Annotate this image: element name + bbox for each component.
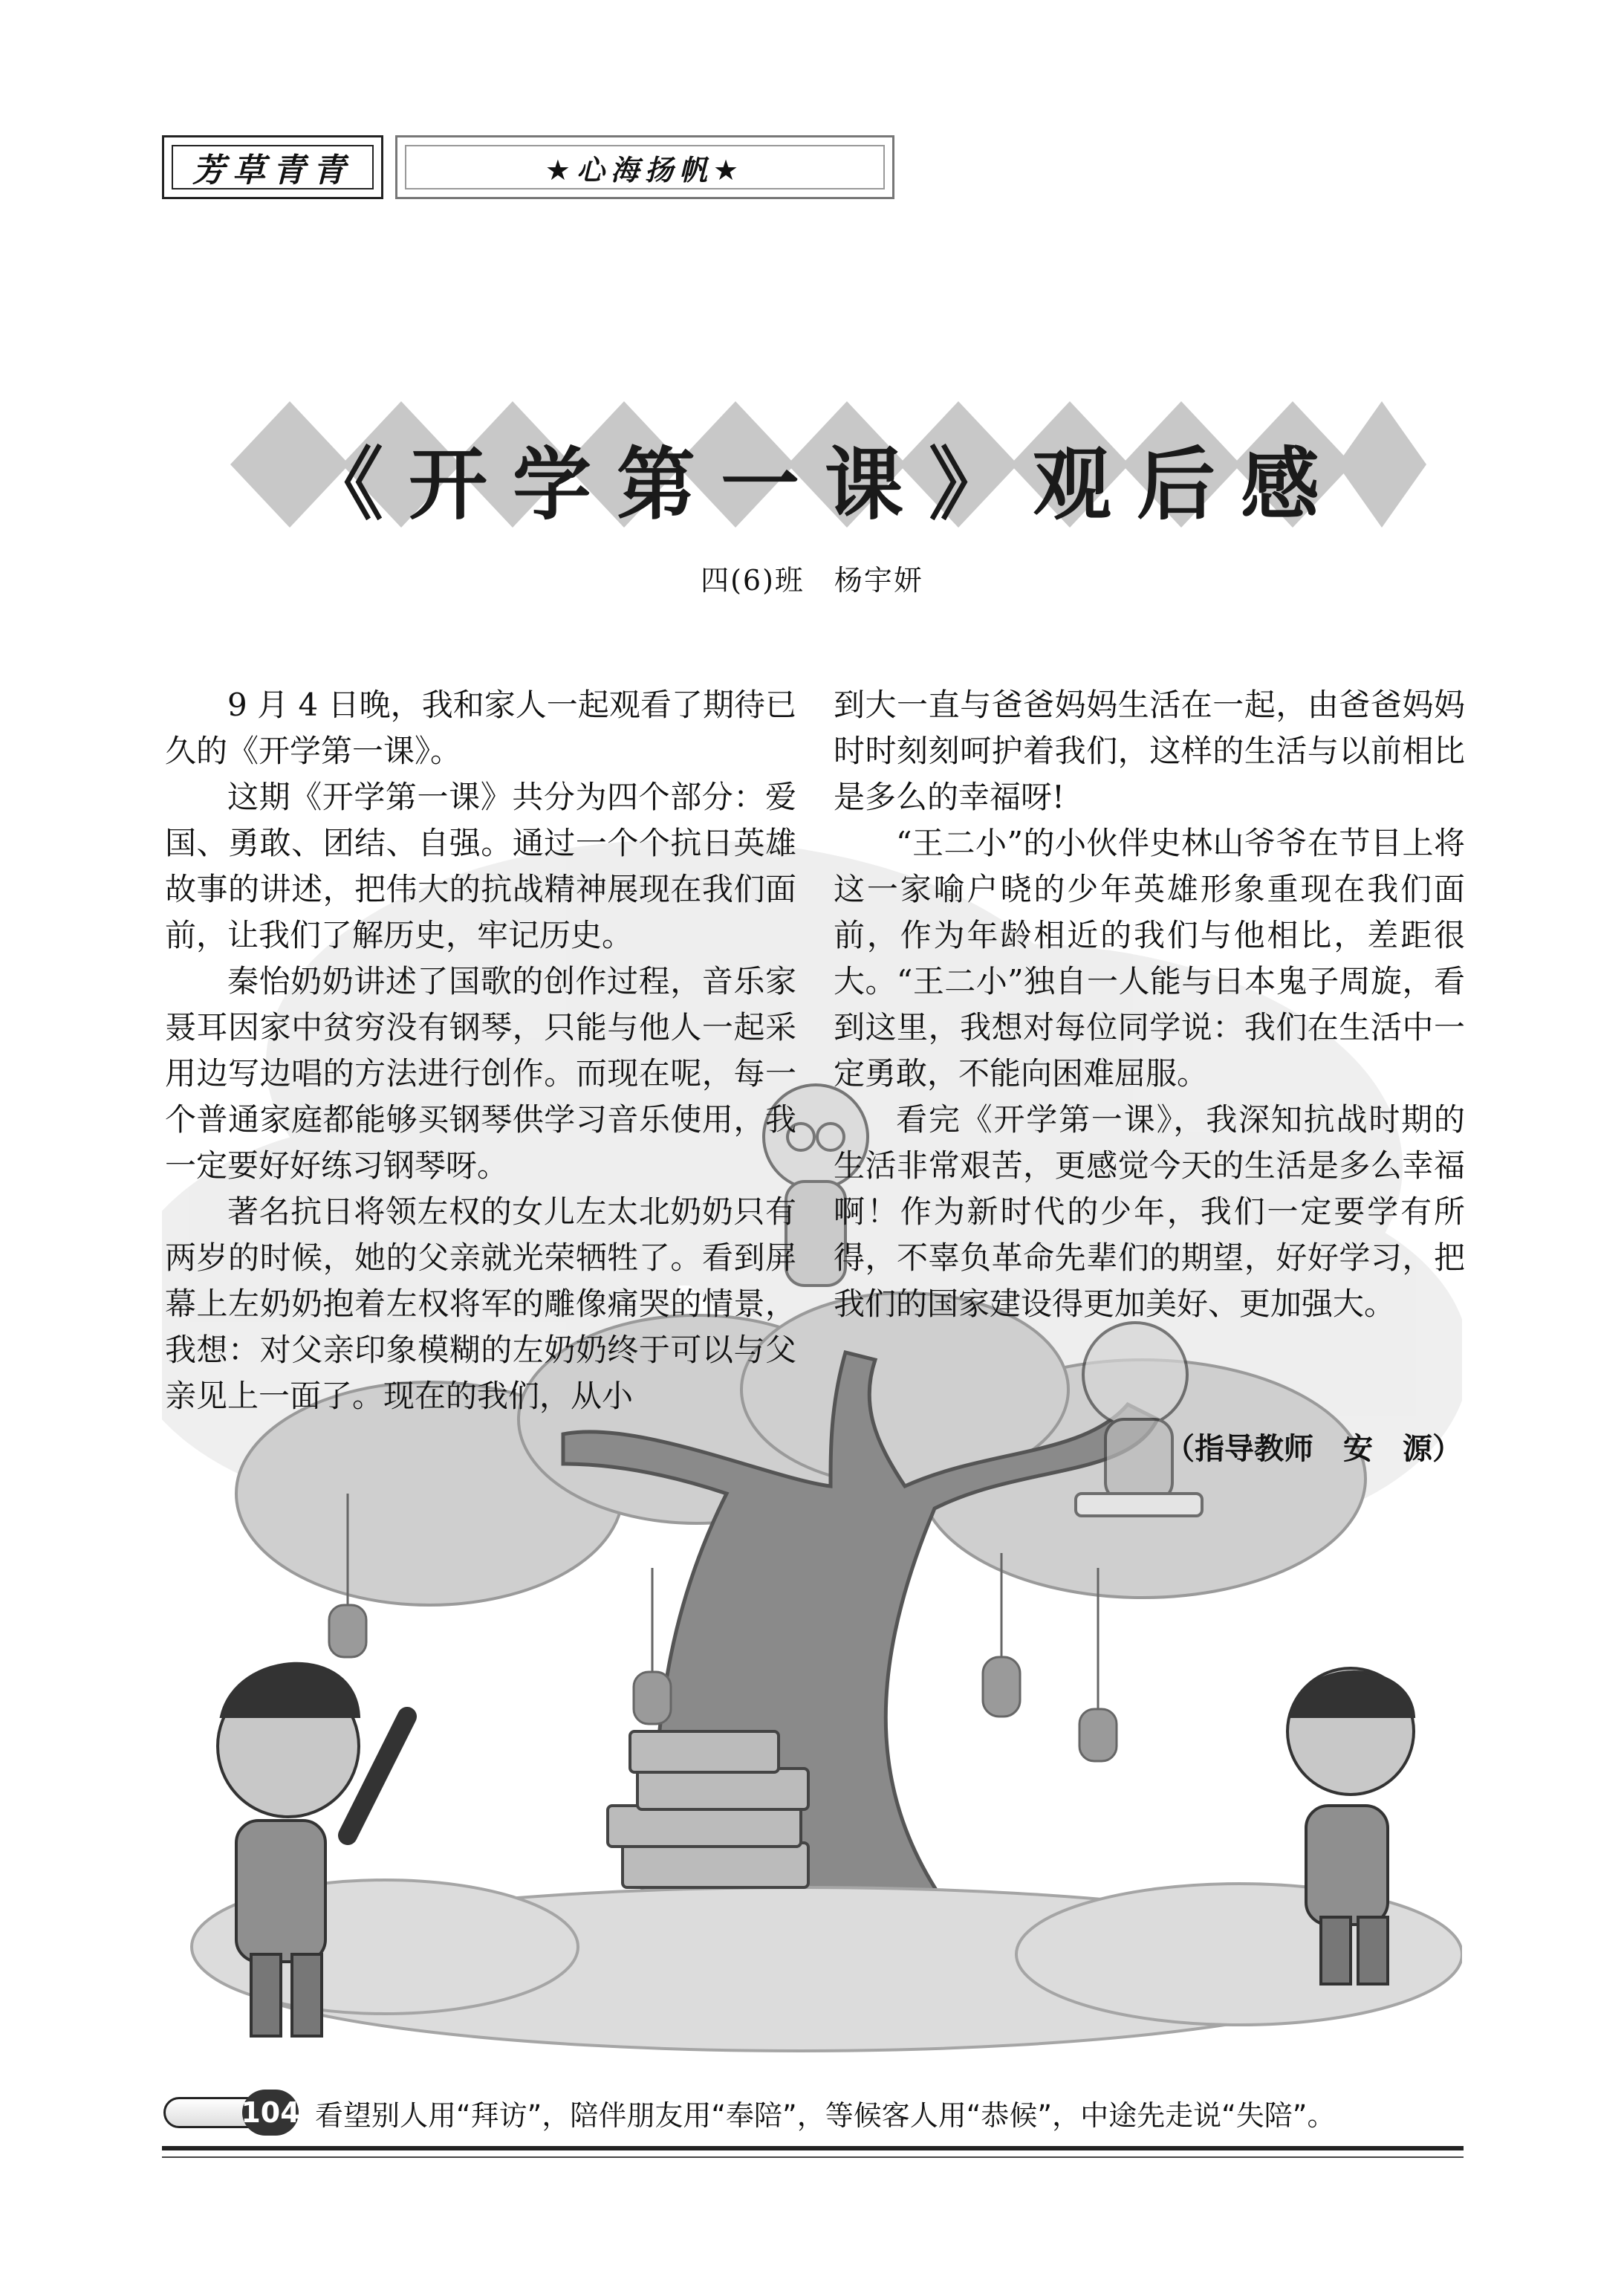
body-column-left xyxy=(165,682,796,1419)
paragraph: 看完《开学第一课》，我深知抗战时期的生活非常艰苦，更感觉今天的生活是多么幸福啊！作为新时代的少年，我们一定要学有所得，不辜负革命先辈们的期望，好好学习，把我们的国家建设得更加美好、更加强大。 xyxy=(834,1101,1465,1322)
page-number: 104 xyxy=(242,2090,299,2136)
footer-quote: 看望别人用“拜访”，陪伴朋友用“奉陪”，等候客人用“恭候”，中途先走说“失陪”。 xyxy=(315,2099,1336,2132)
paragraph: 这期《开学第一课》共分为四个部分：爱国、勇敢、团结、自强。通过一个个抗日英雄故事的讲述，把伟大的抗战精神展现在我们面前，让我们了解历史，牢记历史。 xyxy=(165,779,796,953)
paragraph: 秦怡奶奶讲述了国歌的创作过程，音乐家聂耳因家中贫穷没有钢琴，只能与他人一起采用边写边唱的方法进行创作。而现在呢，每一个普通家庭都能够买钢琴供学习音乐使用，我一定要好好练习钢琴呀。 xyxy=(165,963,796,1184)
paragraph: 著名抗日将领左权的女儿左太北奶奶只有两岁的时候，她的父亲就光荣牺牲了。看到屏幕上左奶奶抱着左权将军的雕像痛哭的情景，我想：对父亲印象模糊的左奶奶终于可以与父亲见上一面了。现在的我们，从小 xyxy=(165,1193,796,1414)
section-tag xyxy=(162,135,383,199)
footer-rule-thin xyxy=(162,2156,1464,2158)
paragraph: 到大一直与爸爸妈妈生活在一起，由爸爸妈妈时时刻刻呵护着我们，这样的生活与以前相比是多么的幸福呀! xyxy=(834,687,1465,815)
column-tag-label: ★心海扬帆★ xyxy=(405,145,885,189)
paragraph: “王二小”的小伙伴史林山爷爷在节目上将这一家喻户晓的少年英雄形象重现在我们面前，作为年龄相近的我们与他相比，差距很大。“王二小”独自一人能与日本鬼子周旋，看到这里，我想对每位同学说：我们在生活中一定勇敢，不能向困难屈服。 xyxy=(834,825,1465,1092)
title-block xyxy=(223,394,1426,535)
footer-rule-thick xyxy=(162,2146,1464,2150)
body-column-right xyxy=(834,682,1465,1327)
book-stack xyxy=(608,1731,808,1887)
paragraph: 9 月 4 日晚，我和家人一起观看了期待已久的《开学第一课》。 xyxy=(165,687,796,769)
column-tag xyxy=(395,135,894,199)
section-tag-label: 芳草青青 xyxy=(172,145,374,189)
author-byline: 四(6)班 杨宇妍 xyxy=(701,564,923,597)
article-title: 《开学第一课》观后感 xyxy=(305,439,1345,531)
instructor-credit: （指导教师 安 源） xyxy=(1165,1432,1462,1466)
